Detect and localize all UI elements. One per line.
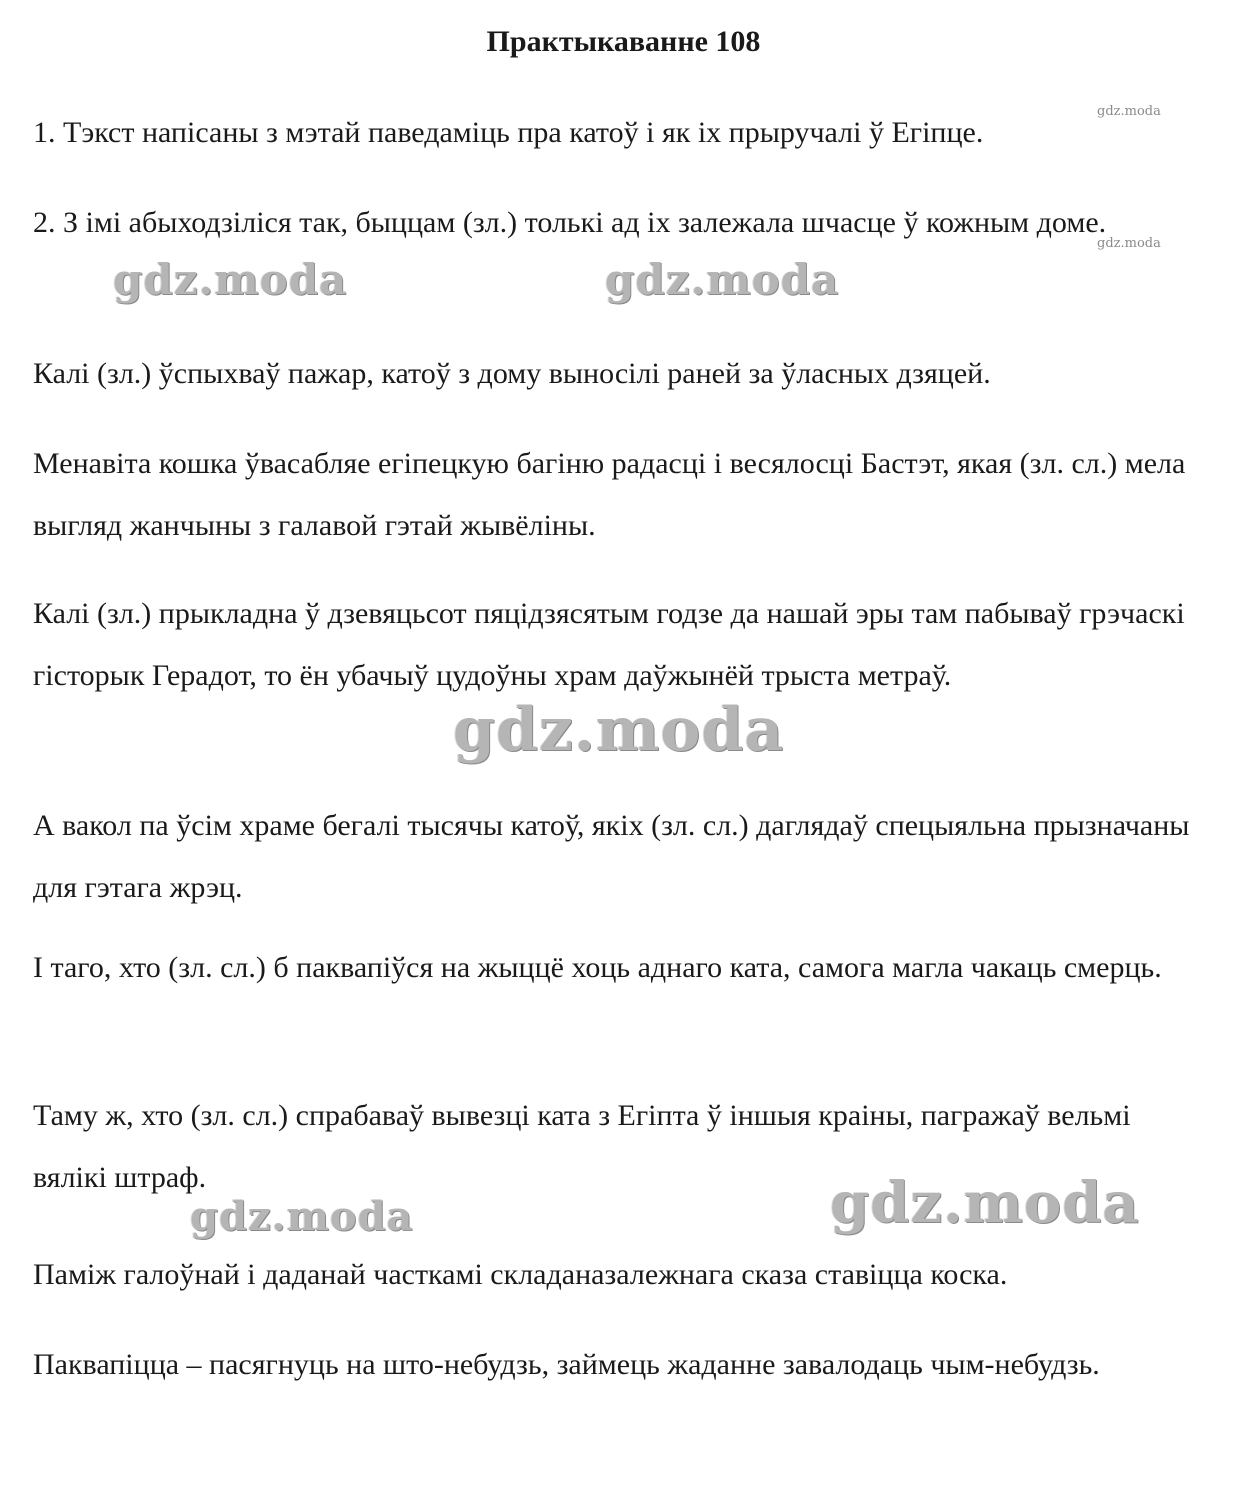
watermark: gdz.moda xyxy=(190,1193,414,1240)
paragraph-1: 1. Тэкст напісаны з мэтай паведаміць пра катоў і як іх прыручалі ў Егіпце. xyxy=(33,116,984,149)
paragraph-9: Паміж галоўнай і даданай часткамі складаназалежнага сказа ставіцца коска. xyxy=(33,1258,1008,1291)
paragraph-5: Калі (зл.) прыкладна ў дзевяцьсот пяцідзясятым годзе да нашай эры там пабываў грэчаскі гісторык Герадот, то ён убачыў цудоўны храм даўжынёй трыста метраў. xyxy=(33,597,1185,692)
watermark: gdz.moda xyxy=(113,255,348,304)
watermark: gdz.moda xyxy=(453,695,785,765)
paragraph-4: Менавіта кошка ўвасабляе егіпецкую багіню радасці і весялосці Бастэт, якая (зл. сл.) мела выгляд жанчыны з галавой гэтай жывёліны. xyxy=(33,447,1186,542)
watermark: gdz.moda xyxy=(830,1170,1140,1236)
watermark: gdz.moda xyxy=(605,255,840,304)
paragraph-7: І таго, хто (зл. сл.) б паквапіўся на жыццё хоць аднаго ката, самога магла чакаць смерць. xyxy=(33,951,1162,984)
paragraph-2: 2. З імі абыходзіліся так, быццам (зл.) толькі ад іх залежала шчасце ў кожным доме. xyxy=(33,206,1107,239)
paragraph-10: Паквапіцца – пасягнуць на што-небудзь, займець жаданне завалодаць чым-небудзь. xyxy=(33,1348,1100,1381)
paragraph-6: А вакол па ўсім храме бегалі тысячы катоў, якіх (зл. сл.) даглядаў спецыяльна прызначаны для гэтага жрэц. xyxy=(33,809,1190,904)
paragraph-3: Калі (зл.) ўспыхваў пажар, катоў з дому выносілі раней за ўласных дзяцей. xyxy=(33,357,991,390)
page-title: Практыкаванне 108 xyxy=(486,25,761,58)
watermark-small: gdz.moda xyxy=(1097,236,1161,251)
watermark-small: gdz.moda xyxy=(1097,104,1161,119)
paragraph-8: Таму ж, хто (зл. сл.) спрабаваў вывезці ката з Егіпта ў іншыя краіны, пагражаў вельмі вялікі штраф. xyxy=(33,1099,1131,1194)
